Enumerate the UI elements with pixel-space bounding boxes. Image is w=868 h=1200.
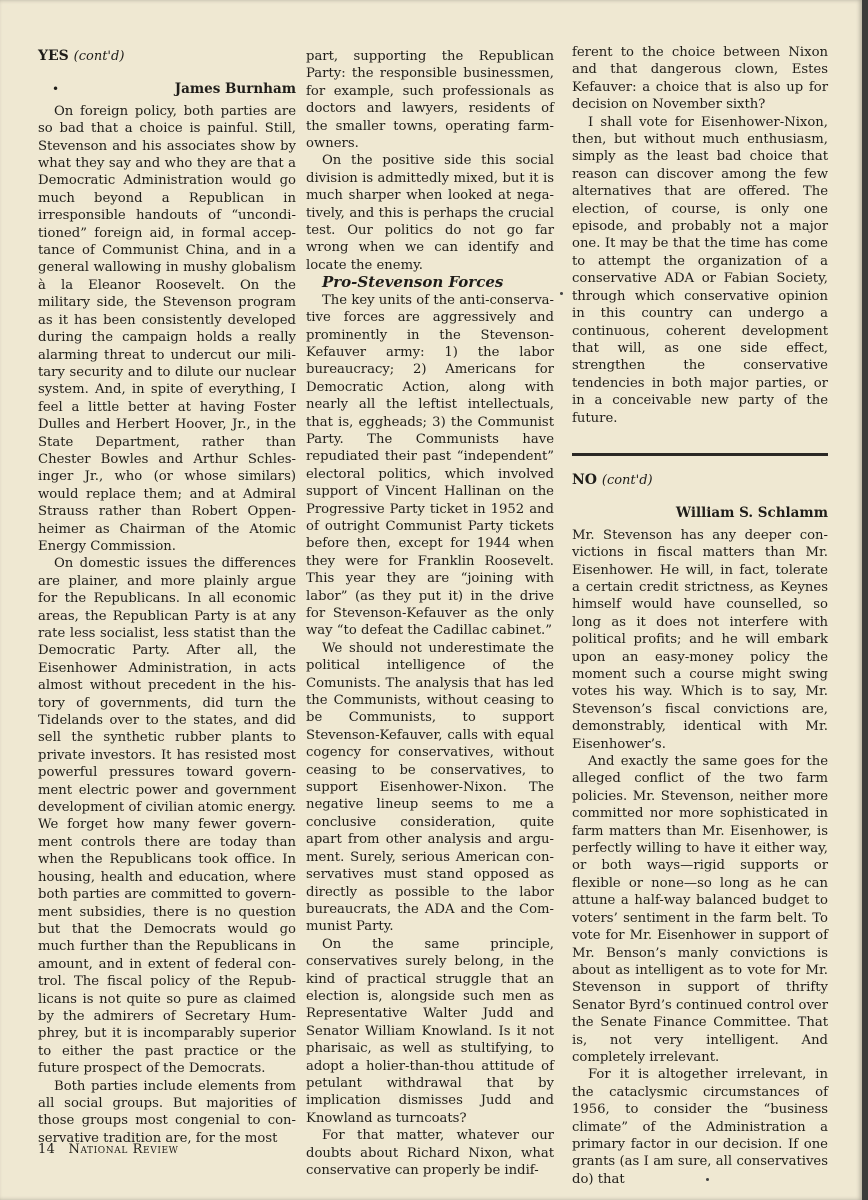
author-name: William S. Schlamm [675,505,828,522]
paragraph: Mr. Stevenson has any deeper convictions in fiscal matters than Mr. Eisenhower. He will, in fact, tolerate a certain credit strictness, as Keynes himself would have counselled, so long as it does not interfere with political profits; and he will embark upon an easy-money policy the moment such a course might swing votes his way. Which is to say, Mr. Stevenson’s fiscal convictions are, demonstrably, identical with Mr. Eisenhower’s. [572,527,828,752]
byline-schlamm [572,505,828,522]
section-heading-no [572,472,828,489]
page-number: 14 [38,1142,56,1157]
section-divider [572,453,828,456]
column-middle [306,48,554,1179]
heading-contd: (cont'd) [601,472,653,488]
page-footer [38,1142,179,1157]
paragraph: The key units of the anti-conservative forces are aggressively and prominently in the Stevenson-Kefauver army: 1) the labor bureaucracy; 2) Americans for Democratic Action, along with nearly all the leftist intellectuals, that is, eggheads; 3) the Communist Party. The Communists have repudiated their past “independent” electoral politics, which involved support of Vincent Hallinan on the Progressive Party ticket in 1952 and of outright Communist Party tickets before then, except for 1944 when they were for Franklin Roosevelt. This year they are “joining with labor” (as they put it) in the drive for Stevenson-Kefauver as the only way “to defeat the Cadillac cabinet.” [306,292,554,639]
byline-burnham [38,81,296,98]
heading-label: YES [38,48,69,64]
paragraph: On the same principle, conservatives surely belong, in the kind of practical struggle that an election is, alongside such men as Representative Walter Judd and Senator William Knowland. Is it not pharisaic, as well as stultifying, to adopt a holier-than-thou attitude of petulant withdrawal that by implication dismisses Judd and Knowland as turncoats? [306,936,554,1126]
paragraph-continued: part, supporting the Republican Party: the responsible businessmen, for example, such professionals as doctors and lawyers, residents of the smaller towns, operating farm-owners. [306,49,554,152]
heading-contd: (cont'd) [73,49,125,64]
author-name: James Burnham [174,81,296,98]
paragraph: We should not underestimate the political intelligence of the Comunists. The analysis that has led the Communists, without ceasing to be Communists, to support Stevenson-Kefauver, calls with equal cogency for conservatives, without ceasing to be conservatives, to support Eisenhower-Nixon. The negative lineup seems to me a conclusive consideration, quite apart from other analysis and argument. Surely, serious American conservatives must stand opposed as directly as possible to the labor bureaucrats, the ADA and the Communist Party. [306,640,554,935]
paragraph: On domestic issues the differences are plainer, and more plainly argue for the Republicans. In all economic areas, the Republican Party is at any rate less socialist, less statist than the Democratic Party. After all, the Eisenhower Administration, in acts almost without precedent in the history of governments, did turn the Tidelands over to the states, and did sell the synthetic rubber plants to private investors. It has resisted most powerful pressures toward government electric power and government development of civilian atomic energy. We forget how many fewer government controls there are today than when the Republicans took office. In housing, health and education, where both parties are committed to government subsidies, there is no question but that the Democrats would go much further than the Republicans in amount, and in extent of federal control. The fiscal policy of the Republicans is not quite so pure as claimed by the admirers of Secretary Humphrey, but it is incomparably superior to either the past practice or the future prospect of the Democrats. [38,556,296,1077]
section-heading-yes [38,48,296,65]
heading-label: NO [572,471,597,488]
page-edge-shadow [862,0,868,1200]
paragraph: On the positive side this social division is admittedly mixed, but it is much sharper when looked at negatively, and this is perhaps the crucial test. Our politics do not go far wrong when we can identify and locate the enemy. [306,153,554,273]
print-speck [706,1178,709,1181]
paragraph: For that matter, whatever our doubts about Richard Nixon, what conservative can properly be indif- [306,1128,554,1178]
paragraph: I shall vote for Eisenhower-Nixon, then, but without much enthusiasm, simply as the least bad choice that reason can discover among the few alternatives that are offered. The election, of course, is only one episode, and probably not a major one. It may be that the time has come to attempt the organization of a conservative ADA or Fabian Society, through which conservative opinion in this country can undergo a continuous, coherent development that will, as one side effect, strengthen the conservative tendencies in both major parties, or in a conceivable new party of the future. [572,114,828,426]
subheading: Pro-Stevenson Forces [322,273,504,292]
paragraph: And exactly the same goes for the alleged conflict of the two farm policies. Mr. Stevenson, neither more committed nor more sophisticated in farm matters than Mr. Eisenhower, is perfectly willing to have it either way, or both ways—rigid supports or flexible or none—so long as he can attune a half-way balanced budget to voters’ sentiment in the farm belt. To vote for Mr. Eisenhower in support of Mr. Benson’s manly convictions is about as intelligent as to vote for Mr. Stevenson in support of thrifty Senator Byrd’s continued control over the Senate Finance Committee. That is, not very intelligent. And completely irrelevant. [572,754,828,1065]
paragraph: On foreign policy, both parties are so bad that a choice is painful. Still, Stevenson and his associates show by what they say and who they are that a Democratic Administration would go much beyond a Republican in irresponsible handouts of “unconditioned” foreign aid, in formal acceptance of Communist China, and in a general wallowing in mushy globalism à la Eleanor Roosevelt. On the military side, the Stevenson program as it has been consistently developed during the campaign holds a really alarming threat to undercut our military security and to dilute our nuclear system. And, in spite of everything, I feel a little better at having Foster Dulles and Herbert Hoover, Jr., in the State Department, rather than Chester Bowles and Arthur Schlesinger Jr., who (or whose similars) would replace them; and at Admiral Strauss rather than Robert Oppenheimer as Chairman of the Atomic Energy Commission. [38,103,296,554]
bullet-mark: • [52,82,60,97]
column-left [38,40,296,1147]
paragraph: For it is altogether irrelevant, in the cataclysmic circumstances of 1956, to consider the “business climate” of the Administration a primary factor in our decision. If one grants (as I am sure, all conservatives do) that [572,1067,828,1187]
paragraph: Both parties include elements from all social groups. But majorities of those groups most congenial to conservative tradition are, for the most [38,1078,296,1146]
column-right [572,44,828,1188]
publication-name: National Review [68,1142,179,1157]
paragraph-continued: ferent to the choice between Nixon and that dangerous clown, Estes Kefauver: a choice that is also up for decision on November sixth? [572,45,828,113]
print-speck [560,292,563,295]
